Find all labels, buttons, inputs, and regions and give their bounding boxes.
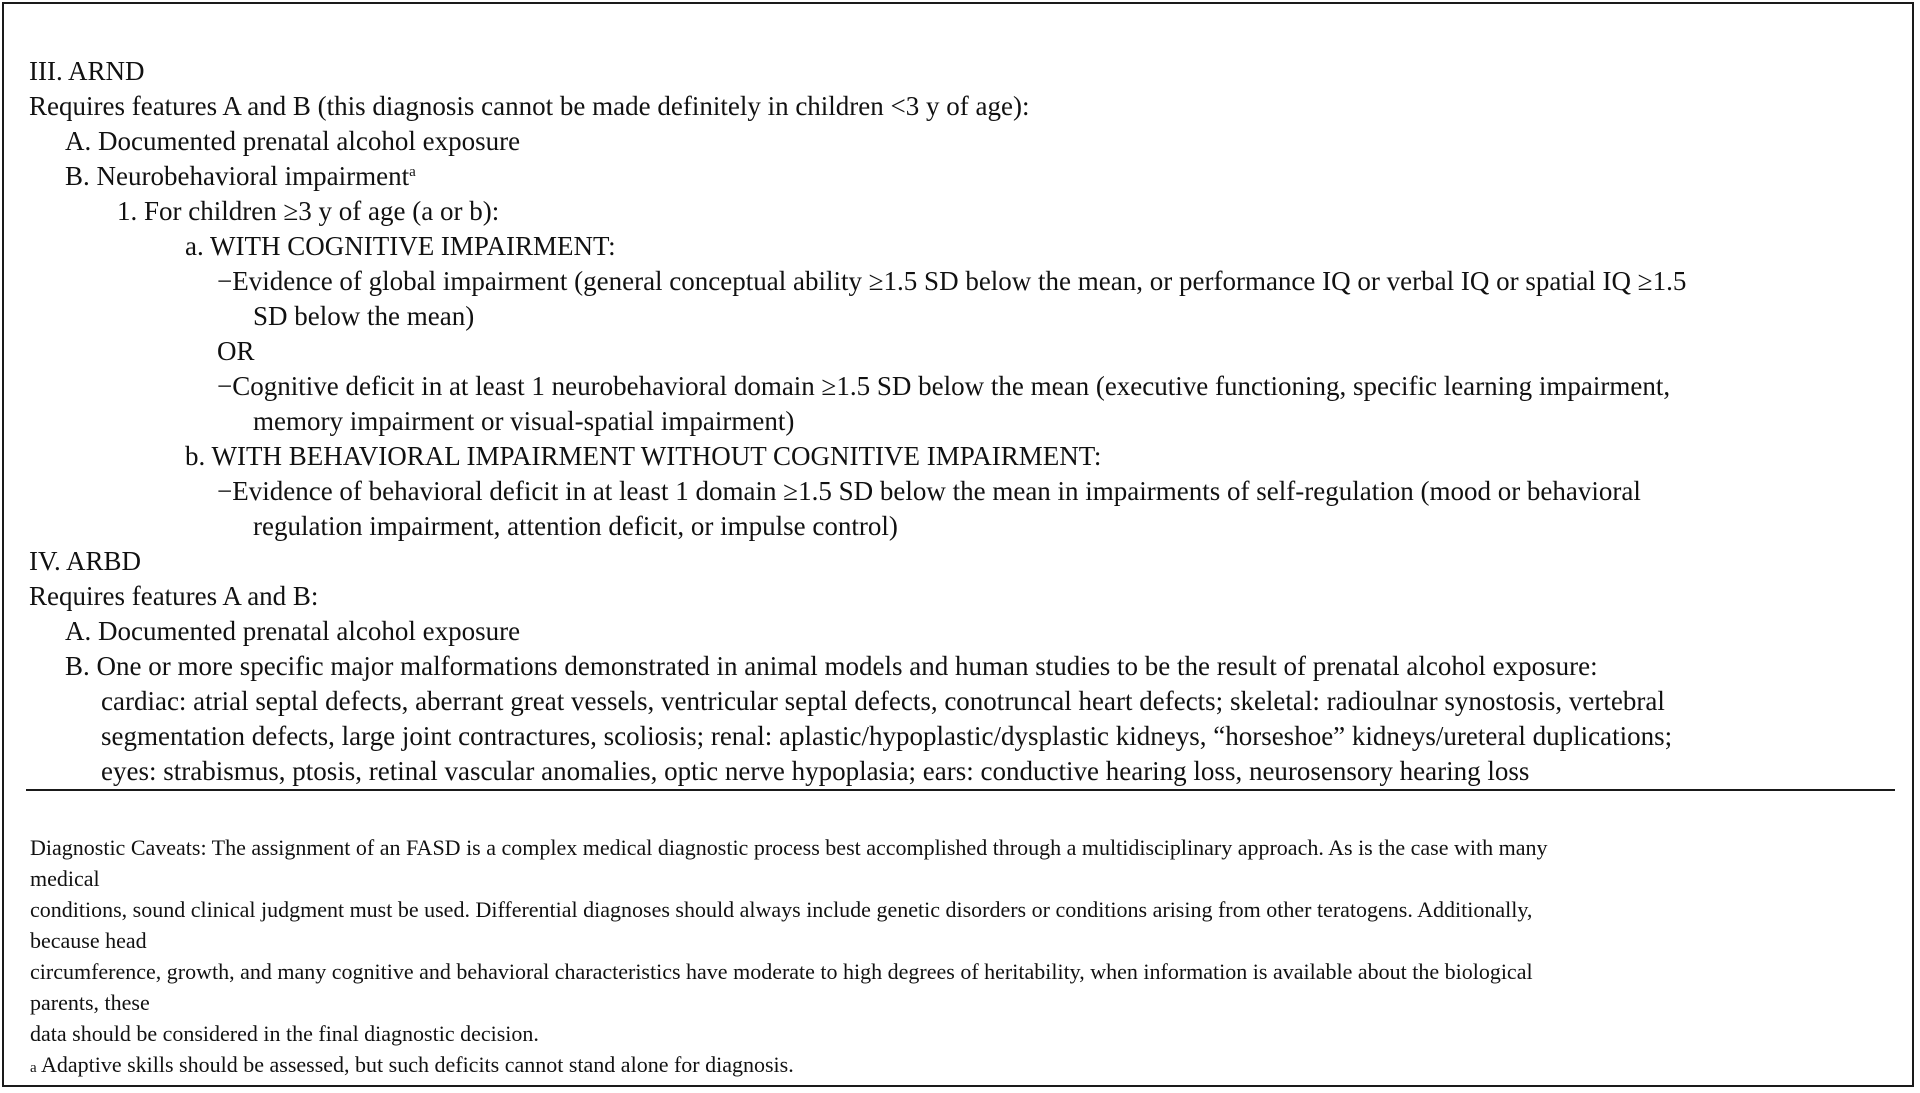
table-notes [30,832,1900,1084]
arbd-feature-a: A. Documented prenatal alcohol exposure [65,616,521,646]
arbd-feature-b-line3: segmentation defects, large joint contractures, scoliosis; renal: aplastic/hypoplastic/dysplastic kidneys, “horseshoe” kidneys/ureteral duplications; [101,721,1673,751]
caveats-line-2: medical [30,866,100,891]
caveats-line-1: Diagnostic Caveats: The assignment of an FASD is a complex medical diagnostic process best accomplished through a multidisciplinary approach. As is the case with many [30,835,1548,860]
arnd-b1a-item1-line2: SD below the mean) [253,301,475,331]
arnd-b1a-item1-line1: −Evidence of global impairment (general conceptual ability ≥1.5 SD below the mean, or performance IQ or verbal IQ or spatial IQ ≥1.5 [217,266,1687,296]
arbd-heading: IV. ARBD [29,546,142,576]
arnd-b1-age-criterion: 1. For children ≥3 y of age (a or b): [117,196,500,226]
caveats-line-4: because head [30,928,147,953]
criteria-table-body [29,54,1899,789]
arnd-b1b-item1-line1: −Evidence of behavioral deficit in at least 1 domain ≥1.5 SD below the mean in impairments of self-regulation (mood or behavioral [217,476,1641,506]
arbd-feature-b-line2: cardiac: atrial septal defects, aberrant great vessels, ventricular septal defects, conotruncal heart defects; skeletal: radioulnar synostosis, vertebral [101,686,1665,716]
caveats-line-3: conditions, sound clinical judgment must be used. Differential diagnoses should always include genetic disorders or conditions arising from other teratogens. Additionally, [30,897,1533,922]
arnd-feature-b [29,159,1899,194]
arnd-b1a-item2-line1: −Cognitive deficit in at least 1 neurobehavioral domain ≥1.5 SD below the mean (executive functioning, specific learning impairment, [217,371,1671,401]
arbd-feature-b-line4: eyes: strabismus, ptosis, retinal vascular anomalies, optic nerve hypoplasia; ears: conductive hearing loss, neurosensory hearing loss [101,756,1530,786]
arbd-requires: Requires features A and B: [29,581,319,611]
table-divider-rule [26,789,1895,791]
arnd-heading: III. ARND [29,56,145,86]
caveats-line-5: circumference, growth, and many cognitive and behavioral characteristics have moderate to high degrees of heritability, when information is available about the biological [30,959,1533,984]
arnd-b1a-item2-line2: memory impairment or visual-spatial impairment) [253,406,795,436]
arnd-feature-b-text: B. Neurobehavioral impairment [65,161,410,191]
arnd-feature-a: A. Documented prenatal alcohol exposure [65,126,521,156]
footnote-marker: a [409,164,416,180]
arnd-requires: Requires features A and B (this diagnosis cannot be made definitely in children <3 y of age): [29,91,1030,121]
arnd-b1b-behavioral-heading: b. WITH BEHAVIORAL IMPAIRMENT WITHOUT COGNITIVE IMPAIRMENT: [185,441,1102,471]
arnd-or-separator: OR [217,336,255,366]
caveats-line-7: data should be considered in the final diagnostic decision. [30,1021,539,1046]
footnote-a-text: Adaptive skills should be assessed, but such deficits cannot stand alone for diagnosis. [36,1052,794,1077]
arnd-b1a-cognitive-heading: a. WITH COGNITIVE IMPAIRMENT: [185,231,616,261]
arnd-b1b-item1-line2: regulation impairment, attention deficit, or impulse control) [253,511,898,541]
footnote-a [30,1049,1900,1084]
arbd-feature-b-line1: B. One or more specific major malformations demonstrated in animal models and human studies to be the result of prenatal alcohol exposure: [65,651,1598,681]
caveats-line-6: parents, these [30,990,150,1015]
footnote-a-mark: a [30,1060,37,1076]
